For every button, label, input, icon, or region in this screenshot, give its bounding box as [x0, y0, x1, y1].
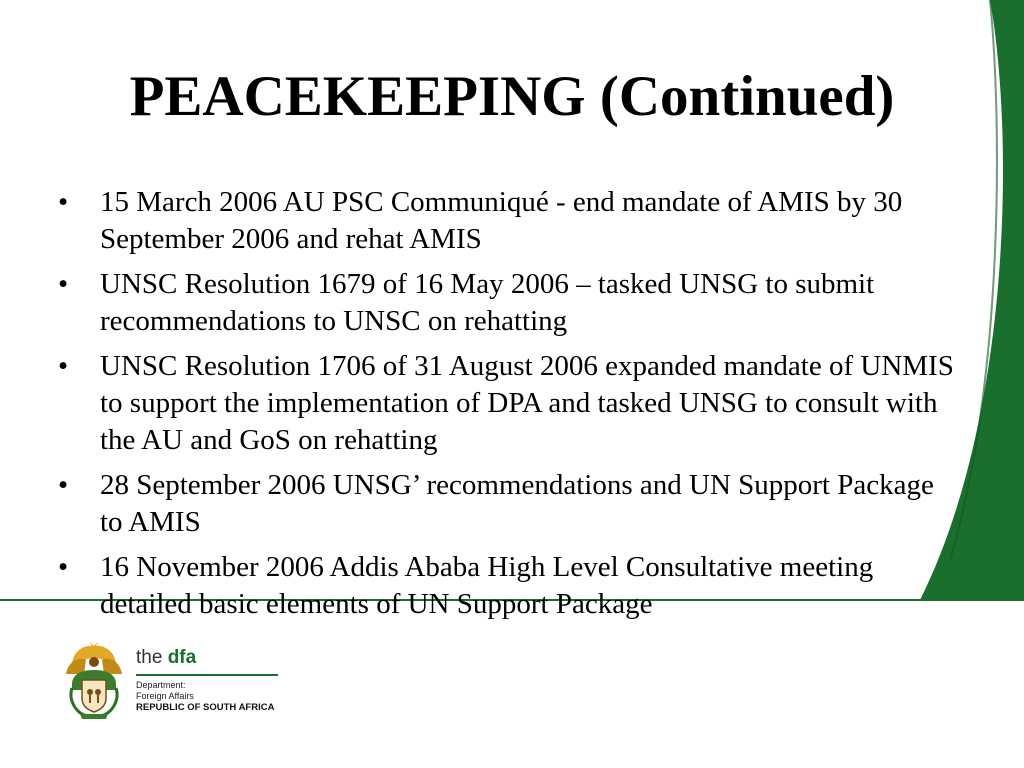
bullet-text: 16 November 2006 Addis Ababa High Level Consultative meeting detailed basic elements of UN Support Package: [100, 551, 874, 620]
list-item: [58, 549, 958, 623]
ministry-label: Foreign Affairs: [136, 691, 194, 701]
bullet-text: 28 September 2006 UNSG’ recommendations and UN Support Package to AMIS: [100, 469, 934, 538]
bullet-text: UNSC Resolution 1706 of 31 August 2006 expanded mandate of UNMIS to support the implementation of DPA and tasked UNSG to consult with the AU and GoS on rehatting: [100, 350, 954, 456]
coat-of-arms-icon: [62, 640, 126, 720]
slide-title: PEACEKEEPING (Continued): [129, 65, 895, 128]
list-item: [58, 266, 958, 340]
bullet-icon: •: [58, 469, 69, 501]
list-item: [58, 467, 958, 541]
logo-text: [136, 646, 278, 714]
list-item: [58, 348, 958, 459]
list-item: [58, 184, 958, 258]
brand-wordmark: [136, 646, 278, 670]
bullet-icon: •: [58, 551, 69, 583]
bullet-icon: •: [58, 350, 69, 382]
department-label: Department:: [136, 680, 186, 690]
bullet-text: 15 March 2006 AU PSC Communiqué - end mandate of AMIS by 30 September 2006 and rehat AMIS: [100, 186, 903, 255]
brand-the: the: [136, 647, 163, 668]
bullet-icon: •: [58, 186, 69, 218]
brand-dfa: dfa: [167, 647, 197, 668]
bullet-list: [58, 184, 958, 631]
country-label: REPUBLIC OF SOUTH AFRICA: [136, 702, 275, 713]
bullet-text: UNSC Resolution 1679 of 16 May 2006 – tasked UNSG to submit recommendations to UNSC on rehatting: [100, 268, 875, 337]
dfa-logo: [62, 640, 292, 720]
logo-divider: [136, 674, 278, 676]
bullet-icon: •: [58, 268, 69, 300]
